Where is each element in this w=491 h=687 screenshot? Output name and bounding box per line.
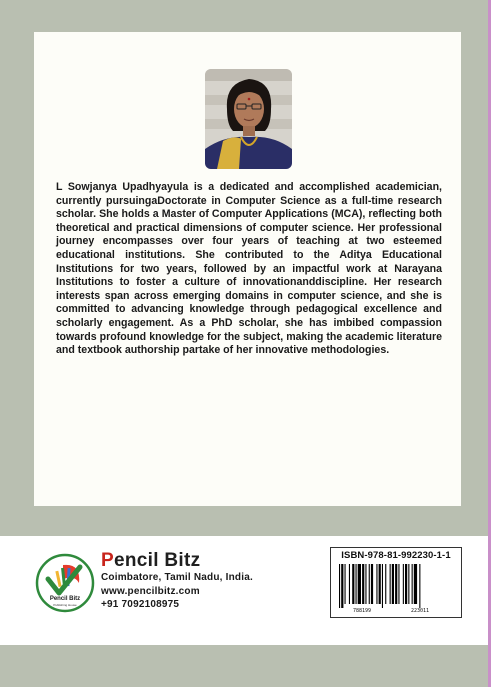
isbn-label: ISBN-978-81-992230-1-1 [341,550,451,561]
author-photo [205,69,292,169]
publisher-website: www.pencilbitz.com [101,586,200,597]
publisher-address: Coimbatore, Tamil Nadu, India. [101,572,253,583]
author-bio-text: L Sowjanya Upadhyayula is a dedicated and accomplished academician, currently pursuingaDoctorate in Computer Science as a full-time research scholar. She holds a Master of Computer Applications (MCA), reflecting both theoretical and practical dimensions of computer science. Her professional journey encompasses over four years of teaching at two esteemed educational institutions. She contributed to the Aditya Educational Institutions for two years, followed by an impactful work at Narayana Institutions to foster a culture of innovationanddiscipline. Her research interests span across emerging domains in computer science, and she is committed to advancing knowledge through pedagogical excellence and scholarly engagement. As a PhD scholar, she has imbibed compassion towards profound knowledge for the subject, making the academic literature and textbook authorship partake of her innovative methodologies. [56,181,442,357]
publisher-name [101,550,200,572]
publisher-footer [0,536,488,645]
publisher-logo [35,553,95,613]
logo-tagline: Publishing House [53,603,77,607]
isbn-barcode-box [330,547,462,618]
barcode-icon [337,564,455,608]
barcode-digits-left: 788199 [353,608,372,614]
author-photo-image [205,69,292,169]
publisher-phone: +91 7092108975 [101,599,180,610]
publisher-name-initial: P [101,550,114,571]
logo-wordmark: Pencil Bitz [49,596,81,602]
author-bio-panel [34,32,461,506]
pencil-check-logo-icon [35,553,95,613]
barcode-digits-right: 223011 [411,608,430,614]
publisher-name-rest: encil Bitz [113,550,201,571]
